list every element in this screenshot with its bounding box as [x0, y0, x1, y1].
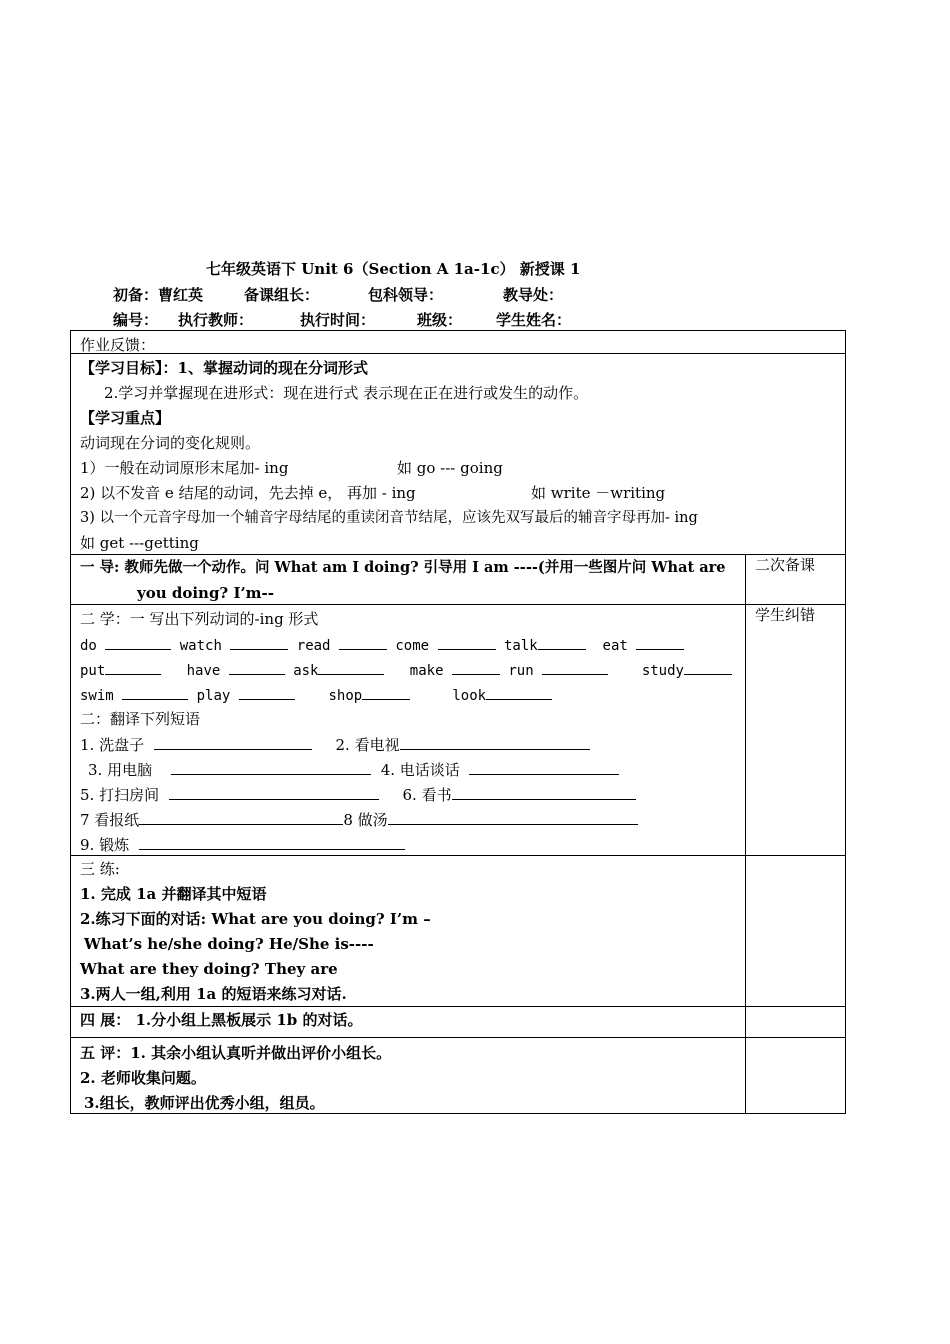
- phrase-5: 5. 打扫房间: [80, 786, 160, 804]
- answer-blank[interactable]: [388, 809, 638, 825]
- verb-make: make: [409, 663, 444, 679]
- answer-blank[interactable]: [362, 684, 410, 700]
- verb-shop: shop: [328, 688, 363, 704]
- verb-watch: watch: [179, 638, 222, 654]
- goal-line-2: 2.学习并掌握现在进形式：现在进行式 表示现在正在进行或发生的动作。: [104, 384, 589, 402]
- phrase-1: 1. 洗盘子: [80, 736, 145, 754]
- page-title: 七年级英语下 Unit 6（Section A 1a-1c） 新授课 1: [206, 260, 581, 278]
- meta-teaching-office: 教导处：: [503, 286, 564, 304]
- practice-line-3: What’s he/she doing? He/She is----: [84, 935, 374, 953]
- phrase-2: 2. 看电视: [335, 736, 400, 754]
- evaluate-line-1: 五 评：1. 其余小组认真听并做出评价小组长。: [80, 1044, 392, 1062]
- column-divider: [745, 554, 746, 1114]
- answer-blank[interactable]: [339, 634, 387, 650]
- guide-line-2: you doing? I’m--: [137, 584, 275, 602]
- verb-talk: talk: [503, 638, 538, 654]
- rule-2: 2) 以不发音 e 结尾的动词，先去掉 e， 再加 - ing: [80, 484, 416, 502]
- practice-title: 三 练:: [80, 860, 120, 878]
- verb-play: play: [196, 688, 231, 704]
- verb-ask: ask: [293, 663, 319, 679]
- answer-blank[interactable]: [229, 659, 285, 675]
- meta-student-name: 学生姓名：: [496, 311, 572, 329]
- row-divider: [71, 353, 845, 354]
- verb-eat: eat: [602, 638, 628, 654]
- rule-3-example: 如 get ---getting: [80, 534, 199, 552]
- rule-2-example: 如 write －writing: [531, 484, 666, 502]
- phrase-4: 4. 电话谈话: [380, 761, 460, 779]
- phrase-6: 6. 看书: [402, 786, 452, 804]
- phrase-9: 9. 锻炼: [80, 836, 130, 854]
- goal-line-1: 【学习目标】：1、掌握动词的现在分词形式: [80, 359, 368, 377]
- evaluate-line-3: 3.组长，教师评出优秀小组，组员。: [84, 1094, 325, 1112]
- meta-class: 班级：: [417, 311, 463, 329]
- phrase-3: 3. 用电脑: [88, 761, 153, 779]
- meta-subject-leader: 包科领导：: [368, 286, 444, 304]
- answer-blank[interactable]: [400, 734, 590, 750]
- row-divider: [71, 554, 845, 555]
- meta-group-leader: 备课组长：: [244, 286, 320, 304]
- meta-time: 执行时间：: [300, 311, 376, 329]
- verb-run: run: [508, 663, 534, 679]
- row-divider: [71, 855, 845, 856]
- meta-teacher: 执行教师：: [178, 311, 254, 329]
- rule-3: 3) 以一个元音字母加一个辅音字母结尾的重读闭音节结尾，应该先双写最后的辅音字母再加- ing: [80, 510, 698, 526]
- verb-come: come: [395, 638, 430, 654]
- answer-blank[interactable]: [139, 809, 343, 825]
- answer-blank[interactable]: [538, 634, 586, 650]
- row-divider: [71, 1037, 845, 1038]
- verb-do: do: [80, 638, 97, 654]
- verb-look: look: [452, 688, 487, 704]
- phrase-row-2: [88, 759, 619, 780]
- answer-blank[interactable]: [230, 634, 288, 650]
- practice-line-5: 3.两人一组,利用 1a 的短语来练习对话.: [80, 985, 347, 1003]
- verb-row-2: [80, 659, 732, 681]
- side-note-second-prep: 二次备课: [755, 556, 816, 574]
- learn-title-1: 二 学：一 写出下列动词的-ing 形式: [80, 610, 319, 628]
- phrase-7: 7 看报纸: [80, 811, 140, 829]
- answer-blank[interactable]: [452, 784, 636, 800]
- verb-row-3: [80, 684, 552, 706]
- meta-preparer: 初备：曹红英: [113, 286, 204, 304]
- row-divider: [71, 604, 845, 605]
- answer-blank[interactable]: [636, 634, 684, 650]
- phrase-row-5: [80, 834, 405, 855]
- verb-row-1: [80, 634, 684, 656]
- row-divider: [71, 1006, 845, 1007]
- answer-blank[interactable]: [122, 684, 188, 700]
- verb-put: put: [80, 663, 106, 679]
- show-line-1: 四 展： 1.分小组上黑板展示 1b 的对话。: [80, 1011, 363, 1029]
- answer-blank[interactable]: [438, 634, 496, 650]
- practice-line-2: 2.练习下面的对话: What are you doing? I’m –: [80, 910, 431, 928]
- rule-1-example: 如 go --- going: [397, 459, 503, 477]
- answer-blank[interactable]: [452, 659, 500, 675]
- answer-blank[interactable]: [469, 759, 619, 775]
- verb-swim: swim: [80, 688, 114, 704]
- answer-blank[interactable]: [542, 659, 608, 675]
- focus-desc: 动词现在分词的变化规则。: [80, 434, 261, 452]
- lesson-table: [70, 330, 846, 1114]
- answer-blank[interactable]: [154, 734, 312, 750]
- phrase-row-1: [80, 734, 590, 755]
- phrase-row-3: [80, 784, 636, 805]
- answer-blank[interactable]: [139, 834, 405, 850]
- answer-blank[interactable]: [105, 634, 171, 650]
- meta-number: 编号：: [113, 311, 159, 329]
- answer-blank[interactable]: [171, 759, 371, 775]
- focus-title: 【学习重点】: [80, 409, 171, 427]
- answer-blank[interactable]: [486, 684, 552, 700]
- verb-read: read: [296, 638, 331, 654]
- feedback-label: 作业反馈：: [80, 336, 156, 354]
- learn-title-2: 二：翻译下列短语: [80, 710, 201, 728]
- verb-study: study: [641, 663, 684, 679]
- answer-blank[interactable]: [169, 784, 379, 800]
- evaluate-line-2: 2. 老师收集问题。: [80, 1069, 206, 1087]
- phrase-8: 8 做汤: [343, 811, 388, 829]
- answer-blank[interactable]: [239, 684, 295, 700]
- answer-blank[interactable]: [684, 659, 732, 675]
- rule-1: 1）一般在动词原形末尾加- ing: [80, 459, 289, 477]
- side-note-correction: 学生纠错: [755, 606, 816, 624]
- practice-line-1: 1. 完成 1a 并翻译其中短语: [80, 885, 267, 903]
- answer-blank[interactable]: [105, 659, 161, 675]
- verb-have: have: [186, 663, 221, 679]
- practice-line-4: What are they doing? They are: [80, 960, 338, 978]
- answer-blank[interactable]: [318, 659, 384, 675]
- phrase-row-4: [80, 809, 638, 830]
- guide-line-1: 一 导: 教师先做一个动作。问 What am I doing? 引导用 I am ----(并用一些图片问 What are: [80, 559, 726, 576]
